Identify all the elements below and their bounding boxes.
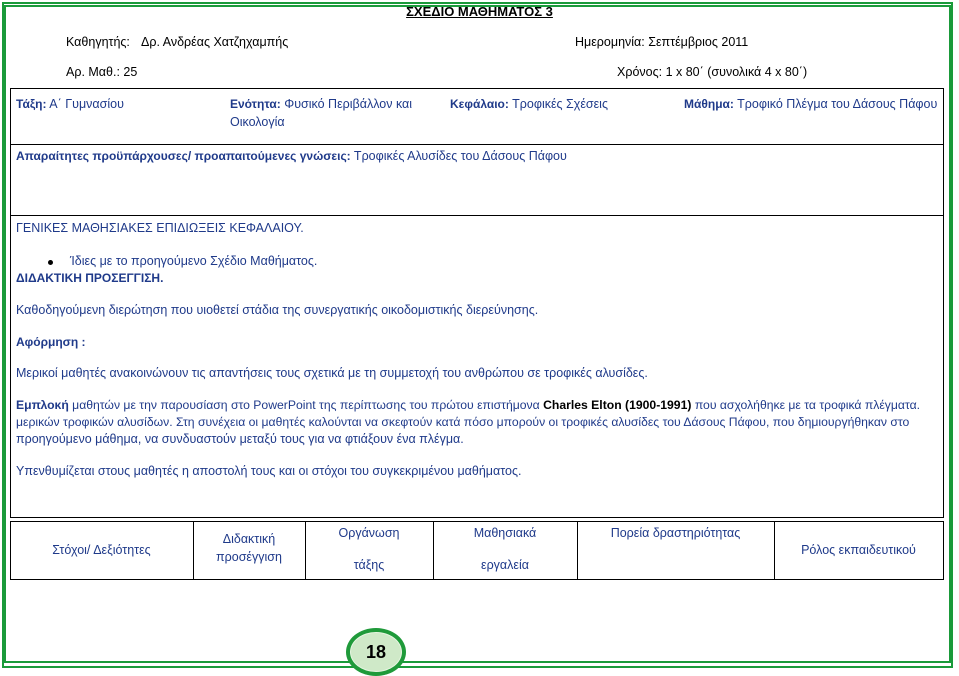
col-header-goals: Στόχοι/ Δεξιότητες <box>52 543 151 557</box>
unit-field <box>230 96 412 112</box>
table-line <box>10 579 944 580</box>
guided-inquiry: Καθοδηγούμενη διερώτηση που υιοθετεί στάδια της συνεργατικής οικοδομιστικής διερεύνησης. <box>16 303 539 317</box>
date-text: Ημερομηνία: Σεπτέμβριος 2011 <box>575 35 749 49</box>
table-line <box>10 521 944 522</box>
class-label: Τάξη: <box>16 97 47 111</box>
col-header-approach-2: προσέγγιση <box>216 550 282 564</box>
general-goals-heading: ΓΕΝΙΚΕΣ ΜΑΘΗΣΙΑΚΕΣ ΕΠΙΔΙΩΞΕΙΣ ΚΕΦΑΛΑΙΟΥ. <box>16 221 304 235</box>
col-header-teacher-role: Ρόλος εκπαιδευτικού <box>801 543 916 557</box>
lesson-label: Μάθημα: <box>684 97 734 111</box>
table-line <box>10 517 944 518</box>
immersion-line-3: προηγούμενο μάθημα, να συνδυαστούν μεταξύ τους για να φτιάξουν ένα πλέγμα. <box>16 432 464 446</box>
immersion-line-2: μερικών τροφικών αλυσίδων. Στη συνέχεια οι μαθητές καλούνται να σκεφτούν κατά πόσο μπορούν οι τροφικές αλυσίδες του Δάσους Πάφου, που δημιουργήθηκαν στο <box>16 415 910 429</box>
table-line <box>943 88 944 215</box>
immersion-text-2: που ασχολήθηκε με τα τροφικά πλέγματα. <box>691 398 921 412</box>
chapter-value: Τροφικές Σχέσεις <box>508 97 608 111</box>
lesson-value: Τροφικό Πλέγμα του Δάσους Πάφου <box>733 97 938 111</box>
page-number: 18 <box>350 632 402 672</box>
table-line <box>10 88 11 215</box>
same-as-previous: Ίδιες με το προηγούμενο Σχέδιο Μαθήματος. <box>70 254 318 268</box>
prereq-value: Τροφικές Αλυσίδες του Δάσους Πάφου <box>350 149 567 163</box>
trigger-text: Μερικοί μαθητές ανακοινώνουν τις απαντήσεις τους σχετικά με τη συμμετοχή του ανθρώπου σε τροφικές αλυσίδες. <box>16 366 648 380</box>
table-line <box>943 521 944 579</box>
unit-label: Ενότητα: <box>230 97 281 111</box>
col-header-organization: Οργάνωση <box>338 526 400 540</box>
teacher-label: Καθηγητής: <box>66 35 130 49</box>
table-line <box>10 215 944 216</box>
col-header-activities: Πορεία δραστηριότητας <box>610 526 741 540</box>
prereq-label: Απαραίτητες προϋπάρχουσες/ προαπαιτούμενες γνώσεις: <box>16 149 351 163</box>
prereq-field <box>16 148 567 164</box>
immersion-label: Εμπλοκή <box>16 398 69 412</box>
class-value: Α΄ Γυμνασίου <box>46 97 124 111</box>
immersion-name: Charles Elton (1900-1991) <box>543 398 692 412</box>
teacher-name: Δρ. Ανδρέας Χατζηχαμπής <box>141 35 289 49</box>
lesson-field <box>684 96 937 112</box>
chapter-field <box>450 96 608 112</box>
col-header-approach: Διδακτική <box>222 532 276 546</box>
chapter-label: Κεφάλαιο: <box>450 97 509 111</box>
immersion-line <box>16 397 920 413</box>
table-line <box>10 144 944 145</box>
didactic-approach-heading: ΔΙΔΑΚΤΙΚΗ ΠΡΟΣΕΓΓΙΣΗ. <box>16 271 164 285</box>
time-text: Χρόνος: 1 x 80΄ (συνολικά 4 x 80΄) <box>617 65 808 79</box>
class-field <box>16 96 124 112</box>
unit-value: Φυσικό Περιβάλλον και <box>280 97 413 111</box>
trigger-label: Αφόρμηση : <box>16 335 86 349</box>
col-header-tools: Μαθησιακά <box>473 526 537 540</box>
unit-value-cont: Οικολογία <box>230 115 285 129</box>
immersion-text: μαθητών με την παρουσίαση στο PowerPoint της περίπτωσης του πρώτου επιστήμονα <box>68 398 544 412</box>
table-line <box>943 215 944 517</box>
reminder-text: Υπενθυμίζεται στους μαθητές η αποστολή τους και οι στόχοι του συγκεκριμένου μαθήματος. <box>16 464 522 478</box>
bullet-icon <box>48 260 53 265</box>
table-line <box>10 88 944 89</box>
page-number-badge <box>346 628 406 676</box>
lesson-number: Αρ. Μαθ.: 25 <box>66 65 138 79</box>
page-title: ΣΧΕΔΙΟ ΜΑΘΗΜΑΤΟΣ 3 <box>406 4 553 19</box>
table-line <box>10 215 11 517</box>
col-header-tools-2: εργαλεία <box>481 558 529 572</box>
col-header-organization-2: τάξης <box>353 558 385 572</box>
